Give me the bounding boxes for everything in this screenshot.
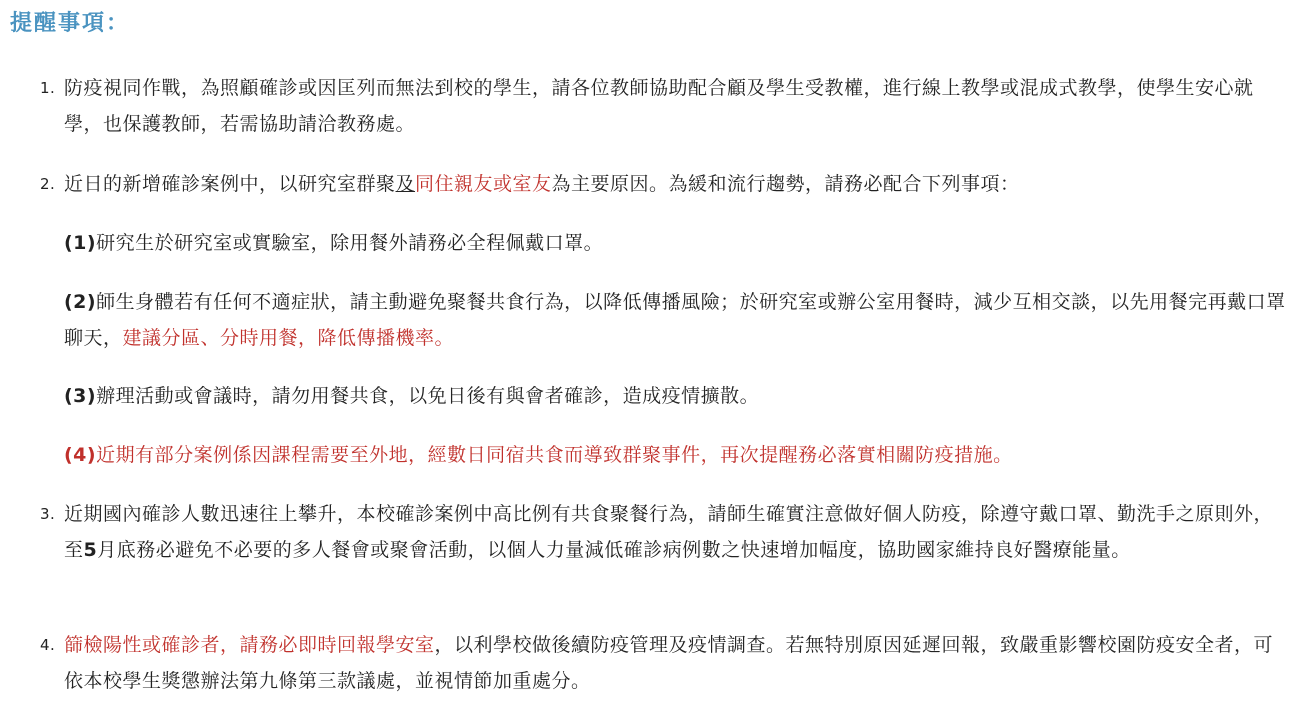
item-text: 月底務必避免不必要的多人餐會或聚會活動，以個人力量減低確診病例數之快速增加幅度，協助國家維持良好醫療能量。: [97, 539, 1131, 561]
item-text: 近日的新增確診案例中，以研究室群聚: [64, 173, 396, 195]
subitem-label: (3): [64, 385, 97, 407]
reminder-item-3: [40, 496, 1290, 568]
subitem-3: [64, 378, 1290, 414]
item-text-underlined: 及: [395, 173, 416, 195]
item-text-highlight: 同住親友或室友: [415, 173, 552, 195]
page-title: 提醒事項：: [10, 11, 131, 36]
subitem-text: 研究生於研究室或實驗室，除用餐外請務必全程佩戴口罩。: [96, 232, 604, 254]
item-text: 近期國內確診人數迅速往上攀升，本校確診案例中高比例有共食聚餐行為，請師生確實注意做好個人防疫，除遵守戴口罩、勤洗手之原則外，至: [64, 503, 1274, 561]
subitem-text-highlight: 建議分區、分時用餐，降低傳播機率。: [122, 327, 455, 349]
reminder-item-1: [40, 70, 1290, 142]
item-text: 為主要原因。為緩和流行趨勢，請務必配合下列事項：: [551, 173, 1020, 195]
item-number: 3.: [40, 505, 56, 523]
subitem-text: 近期有部分案例係因課程需要至外地，經數日同宿共食而導致群聚事件，再次提醒務必落實相關防疫措施。: [96, 444, 1013, 466]
item-text: ，以利學校做後續防疫管理及疫情調查。若無特別原因延遲回報，致嚴重影響校園防疫安全者，可依本校學生獎懲辦法第九條第三款議處，並視情節加重處分。: [64, 634, 1274, 692]
subitem-label: (1): [64, 232, 97, 254]
subitem-4: [64, 437, 1290, 473]
item-number: 2.: [40, 175, 56, 193]
item-number: 1.: [40, 79, 56, 97]
subitem-text: 師生身體若有任何不適症狀，請主動避免聚餐共食行為，以降低傳播風險；於研究室或辦公室用餐時，減少互相交談，以先用餐完再戴口罩聊天，: [64, 291, 1286, 349]
reminder-item-4: [40, 627, 1290, 699]
item-number: 4.: [40, 636, 56, 654]
reminder-item-2: [40, 166, 1290, 202]
subitem-label: (2): [64, 291, 97, 313]
subitem-text: 辦理活動或會議時，請勿用餐共食，以免日後有與會者確診，造成疫情擴散。: [96, 385, 760, 407]
subitem-2: [64, 284, 1290, 356]
item-text-bold: 5: [83, 539, 98, 561]
item-text: 防疫視同作戰，為照顧確診或因匡列而無法到校的學生，請各位教師協助配合顧及學生受教權，進行線上教學或混成式教學，使學生安心就學，也保護教師，若需協助請洽教務處。: [64, 77, 1254, 135]
item-text-highlight: 篩檢陽性或確診者，請務必即時回報學安室: [64, 634, 435, 656]
subitem-1: [64, 225, 1290, 261]
subitem-label: (4): [64, 444, 97, 466]
